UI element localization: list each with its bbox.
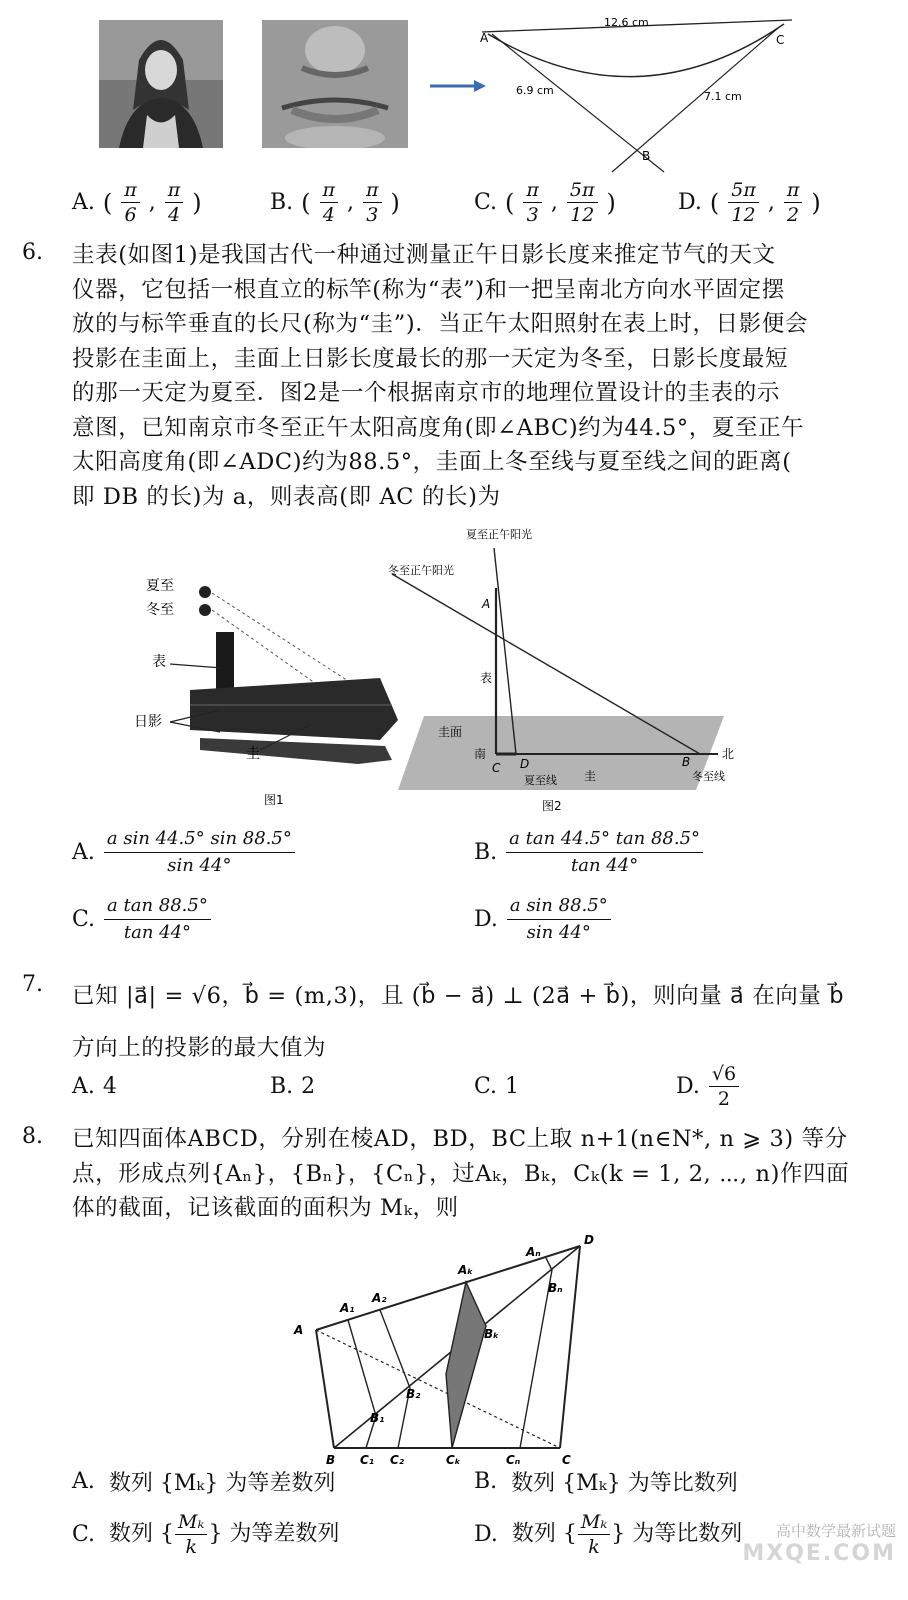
frac-num: π [165,178,184,203]
option-letter: C. [72,907,96,932]
point-c2-label: C₂ [390,1453,405,1466]
frac-num: 5π [567,178,598,203]
ac-length-label: 12.6 cm [604,16,649,29]
point-a-label: A [480,31,489,45]
option-value: 2 [301,1074,316,1099]
option-letter: C. [474,190,498,215]
frac-num: π [523,178,542,203]
option-text: 数列 { [109,1521,175,1547]
option-letter: B. [270,190,294,215]
point-c1-label: C₁ [360,1453,375,1466]
frac-num: a tan 44.5° tan 88.5° [506,826,703,853]
point-b-label: B [682,755,691,769]
point-an-label: Aₙ [526,1245,541,1259]
frac-den: tan 44° [571,855,639,876]
q6-line: 太阳高度角(即∠ADC)约为88.5°，圭面上冬至线与夏至线之间的距离( [72,449,792,475]
q6-figure-1 [130,560,420,824]
option-letter: A. [72,840,95,865]
frac-den: k [588,1536,600,1558]
frac-den: tan 44° [123,922,192,943]
q8-line: 点，形成点列{Aₙ}，{Bₙ}，{Cₙ}，过Aₖ，Bₖ，Cₖ(k = 1, 2, ⋯, n)作四面 [72,1160,850,1187]
point-c-label: C [492,761,501,775]
q8-line: 已知四面体ABCD，分别在棱AD，BD，BC上取 n+1(n∈N*, n ⩾ 3) 等分 [72,1126,848,1152]
frac-den: 2 [787,204,800,226]
frac-num: a sin 88.5° [507,893,611,920]
frac-den: sin 44° [167,855,232,876]
bc-length-label: 7.1 cm [704,90,742,103]
option-letter: D. [474,907,498,932]
label-gui: 圭 [584,769,597,783]
q8-option-c[interactable] [72,1510,339,1559]
label-south: 南 [474,747,487,761]
option-letter: A. [72,1074,95,1099]
option-value: 1 [505,1074,520,1099]
q8-number: 8. [22,1124,43,1149]
q5-option-c[interactable]: C. ( $\frac{\pi}{3}$ , $\frac{5\pi}{12}$ ) [474,179,616,226]
q6-line: 意图，已知南京市冬至正午太阳高度角(即∠ABC)约为44.5°，夏至正午 [72,414,805,441]
figure-2-caption: 图2 [542,799,562,813]
option-letter: D. [474,1522,498,1547]
mona-lisa-image [99,20,223,148]
q7-line: 方向上的投影的最大值为 [72,1035,327,1061]
option-letter: C. [72,1522,96,1547]
q6-line: 即 DB 的长)为 a，则表高(即 AC 的长)为 [72,483,501,510]
frac-den: 12 [731,204,756,226]
label-winter-line: 冬至线 [692,770,725,783]
q6-line: 放的与标竿垂直的长尺(称为“圭”)．当正午太阳照射在表上时，日影便会 [72,311,808,337]
q7-option-d[interactable] [676,1062,740,1111]
frac-den: 3 [526,204,539,226]
q6-option-c[interactable] [72,893,212,946]
ab-length-label: 6.9 cm [516,84,554,97]
option-letter: C. [474,1074,498,1099]
point-a-label: A [294,1323,304,1337]
q8-option-b[interactable] [474,1466,738,1497]
point-c-label: C [776,33,785,47]
point-a-label: A [482,597,491,611]
q8-option-a[interactable] [72,1466,335,1497]
point-c-label: C [562,1453,571,1466]
q8-text [72,1122,882,1226]
label-biao: 表 [152,654,166,670]
option-letter: B. [474,1469,498,1494]
watermark-line: 高中数学最新试题 [775,1522,896,1540]
frac-num: √6 [709,1062,739,1087]
frac-den: k [185,1536,197,1558]
frac-num: π [784,178,803,203]
frac-den: 6 [124,204,137,226]
q5-option-b[interactable]: B. ( $\frac{\pi}{4}$ , $\frac{\pi}{3}$ ) [270,179,400,226]
point-ak-label: Aₖ [458,1263,474,1277]
option-text: 数列 { [511,1521,577,1547]
frac-num: π [363,178,382,203]
tetrahedron-figure [290,1226,610,1470]
q6-figure-2 [378,518,748,822]
option-letter: A. [72,1469,95,1494]
q7-number: 7. [22,972,43,997]
label-guimian: 圭面 [438,725,463,739]
smile-triangle-figure [478,14,796,178]
q7-option-b[interactable] [270,1074,315,1099]
frac-num: 5π [728,178,759,203]
q6-line: 仪器，它包括一根直立的标竿(称为“表”)和一把呈南北方向水平固定摆 [72,276,785,303]
option-letter: A. [72,190,95,215]
q6-option-b[interactable] [474,826,704,879]
q7-line: 已知 |a⃗| = √6，b⃗ = (m,3)，且 (b⃗ − a⃗) ⊥ (2a⃗ + b⃗)，则向量 a⃗ 在向量 b⃗ [72,983,845,1009]
point-b2-label: B₂ [406,1387,421,1401]
point-d-label: D [584,1233,594,1247]
q7-option-a[interactable] [72,1074,117,1099]
q7-option-c[interactable] [474,1074,519,1099]
point-b-label: B [326,1453,336,1466]
watermark-line: MXQE.COM [742,1541,896,1566]
q7-text [72,970,882,1074]
q6-number: 6. [22,240,43,265]
label-biao: 表 [480,671,493,685]
frac-den: 2 [717,1088,730,1110]
point-d-label: D [520,757,530,771]
option-letter: B. [474,840,498,865]
point-b-label: B [642,149,651,163]
q6-line: 的那一天定为夏至．图2是一个根据南京市的地理位置设计的圭表的示 [72,380,780,406]
option-letter: D. [676,1074,700,1099]
frac-den: 4 [322,204,335,226]
q6-option-a[interactable] [72,826,296,879]
point-a2-label: A₂ [372,1291,387,1305]
mona-lisa-mouth-closeup [262,20,408,148]
option-text: 数列 {Mₖ} 为等差数列 [108,1471,336,1496]
frac-num: π [121,178,140,203]
label-summer-line: 夏至线 [524,774,557,787]
label-winter-sun: 冬至 [146,602,174,618]
frac-den: 12 [570,204,595,226]
label-shadow: 日影 [134,714,162,730]
q6-text [72,238,882,514]
label-summer-sun: 夏至 [146,578,174,594]
point-b1-label: B₁ [370,1411,385,1425]
frac-num: a sin 44.5° sin 88.5° [104,826,295,853]
q5-option-d[interactable]: D. ( $\frac{5\pi}{12}$ , $\frac{\pi}{2}$ ) [678,179,821,226]
label-gui: 圭 [246,746,260,762]
point-cn-label: Cₙ [506,1453,521,1466]
frac-num: π [320,178,339,203]
label-summer-light: 夏至正午阳光 [466,528,532,541]
frac-den: 4 [167,204,181,226]
q6-option-d[interactable] [474,893,612,946]
q8-line: 体的截面，记该截面的面积为 Mₖ，则 [72,1195,459,1221]
figure-1-caption: 图1 [264,793,284,807]
point-bn-label: Bₙ [548,1281,563,1295]
option-value: 4 [102,1074,117,1099]
frac-num: a tan 88.5° [104,893,211,920]
option-letter: B. [270,1074,294,1099]
option-text: } 为等差数列 [208,1521,340,1547]
point-bk-label: Bₖ [484,1327,499,1341]
q5-option-a[interactable]: A. ( $\frac{\pi}{6}$ , $\frac{\pi}{4}$ ) [72,179,202,226]
option-letter: D. [678,190,702,215]
q6-line: 圭表(如图1)是我国古代一种通过测量正午日影长度来推定节气的天文 [72,242,776,268]
label-north: 北 [722,747,735,761]
watermark [716,1520,896,1566]
frac-den: 3 [366,204,379,226]
q6-line: 投影在圭面上，圭面上日影长度最长的那一天定为冬至，日影长度最短 [72,345,789,372]
frac-den: sin 44° [526,922,591,943]
point-a1-label: A₁ [340,1301,355,1315]
frac-num: Mₖ [175,1510,207,1535]
frac-num: Mₖ [578,1510,610,1535]
label-winter-light: 冬至正午阳光 [388,564,454,577]
option-text: 数列 {Mₖ} 为等比数列 [511,1471,738,1496]
option-text: } 为等比数列 [611,1521,743,1547]
point-ck-label: Cₖ [446,1453,461,1466]
q8-option-d[interactable] [474,1510,742,1559]
